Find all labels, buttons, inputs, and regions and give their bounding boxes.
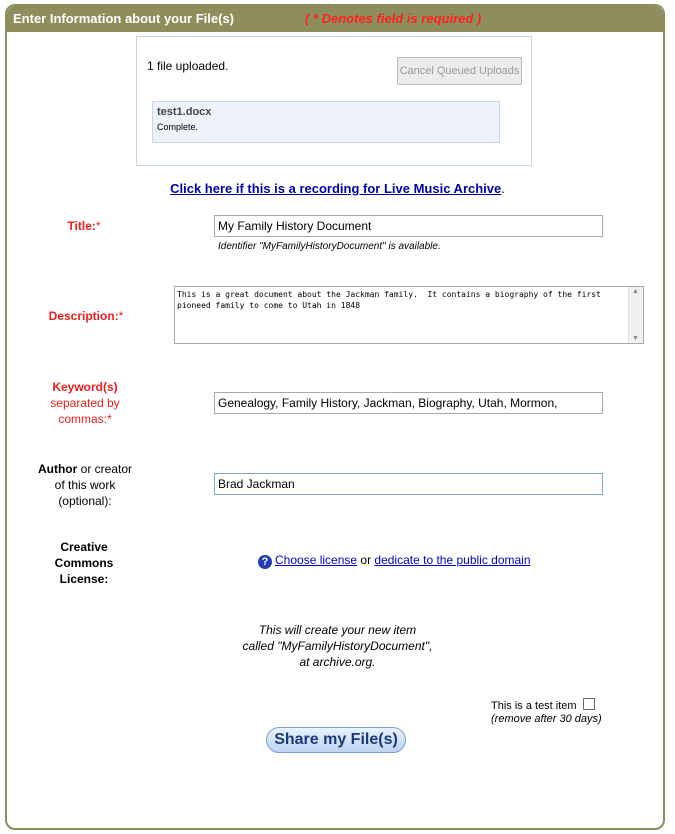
create-note-line2: called "MyFamilyHistoryDocument", [242,639,433,653]
upload-status-box [136,36,532,166]
author-label-rest3: (optional): [58,494,112,508]
share-files-button[interactable]: Share my File(s) [266,727,406,753]
keywords-required-mark: * [107,412,112,426]
live-music-archive-link[interactable]: Click here if this is a recording for Live Music Archive [170,181,502,196]
create-note-line1: This will create your new item [258,623,417,637]
description-text: This is a great document about the Jackman family. It contains a biography of the first pioneed family to come to Utah in 1848 [177,290,606,310]
license-label-line1: Creative [60,540,108,554]
keywords-label-main: Keyword(s) [52,380,118,394]
uploaded-file-entry [152,101,500,143]
create-note-line3: at archive.org. [299,655,376,669]
description-required-mark: * [118,309,124,323]
scroll-up-arrow-icon[interactable]: ▲ [632,288,639,295]
panel-title: Enter Information about your File(s) [13,11,235,26]
create-item-note [0,622,675,670]
title-label [48,218,120,234]
license-label-line3: License: [59,572,109,586]
test-item-label: This is a test item [491,700,577,712]
title-label-text: Title: [67,219,96,233]
author-label-bold: Author [37,462,78,476]
title-required-mark: * [95,219,101,233]
author-input[interactable] [214,473,603,495]
license-label-line2: Commons [54,556,114,570]
required-note: ( * Denotes field is required ) [305,11,482,26]
description-textarea[interactable] [174,286,644,344]
author-label-rest2: of this work [54,478,116,492]
test-item-note: (remove after 30 days) [491,713,602,725]
public-domain-link[interactable]: dedicate to the public domain [374,553,531,567]
keywords-input[interactable] [214,392,603,414]
author-label [22,461,148,509]
live-music-archive-row [0,181,675,196]
title-input[interactable] [214,215,603,237]
keywords-label [30,379,140,427]
test-item-checkbox[interactable] [583,698,595,710]
license-or-text: or [357,553,375,567]
keywords-label-sub1: separated by [50,396,120,410]
license-options [258,553,531,569]
help-icon[interactable]: ? [258,555,272,569]
upload-count: 1 file uploaded. [147,59,229,73]
file-status: Complete. [157,122,199,132]
description-label [38,308,134,324]
file-name: test1.docx [157,106,212,118]
scroll-down-arrow-icon[interactable]: ▼ [632,335,639,342]
license-label [36,539,132,587]
keywords-label-sub2: commas: [58,412,107,426]
cancel-queued-uploads-button[interactable]: Cancel Queued Uploads [397,57,522,85]
choose-license-link[interactable]: Choose license [275,553,358,567]
panel-header [7,6,663,32]
identifier-hint: Identifier "MyFamilyHistoryDocument" is available. [218,241,441,252]
author-label-rest1: or creator [77,462,132,476]
description-label-text: Description: [48,309,119,323]
test-item-row [491,698,595,712]
link-period: . [501,181,505,196]
description-scrollbar[interactable] [628,287,643,343]
